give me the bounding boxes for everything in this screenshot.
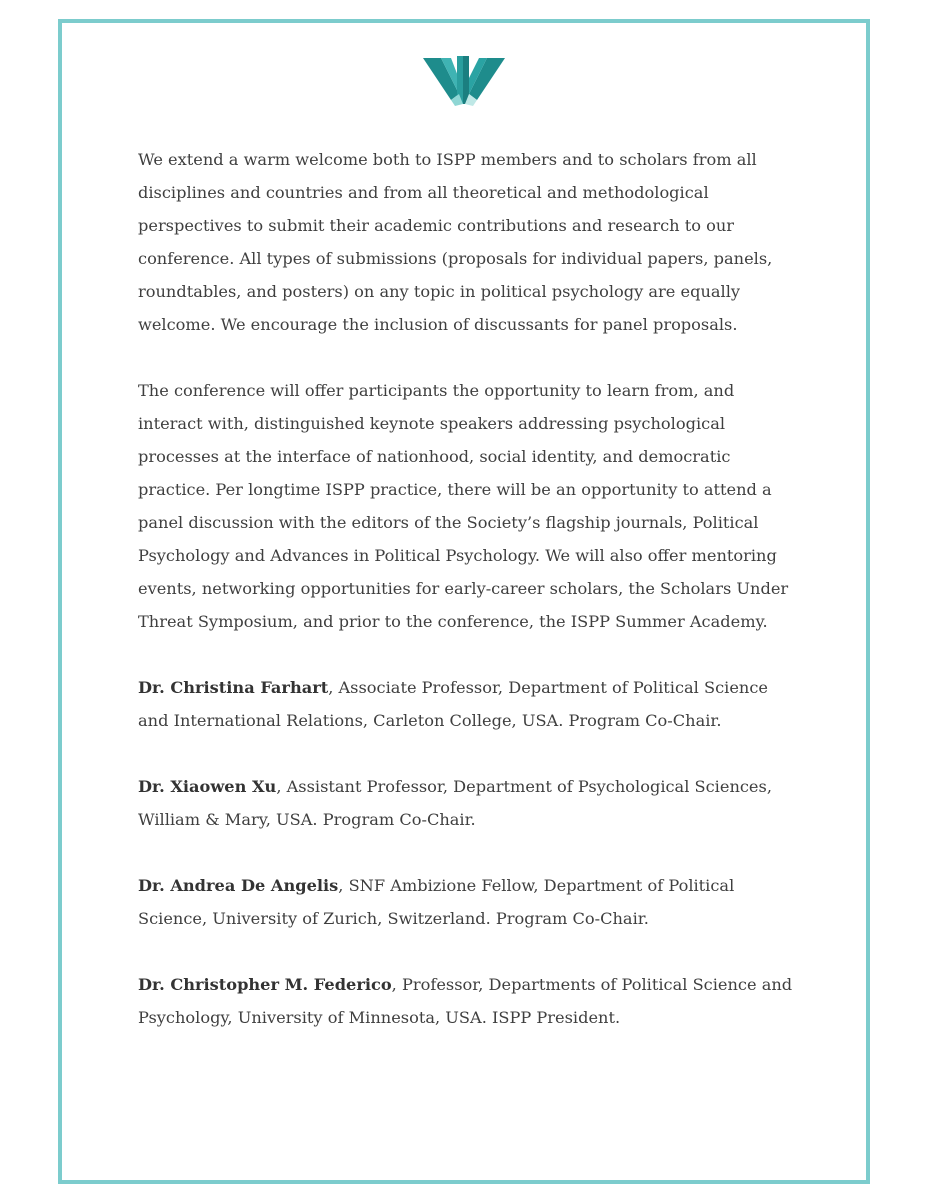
person-name: Dr. Christopher M. Federico [138, 975, 392, 994]
psi-logo-icon [421, 54, 507, 108]
person-details: , Assistant Professor, Department of Psychological Sciences, William & Mary, USA. Program Co-Chair. [138, 777, 772, 829]
letter-body [138, 143, 798, 1067]
person-details: , Associate Professor, Department of Political Science and International Relations, Carleton College, USA. Program Co-Chair. [138, 678, 768, 730]
person-details: , SNF Ambizione Fellow, Department of Political Science, University of Zurich, Switzerland. Program Co-Chair. [138, 876, 735, 928]
conference-paragraph: The conference will offer participants the opportunity to learn from, and interact with, distinguished keynote speakers addressing psychological processes at the interface of nationhood, social identity, and democratic practice. Per longtime ISPP practice, there will be an opportunity to attend a panel discussion with the editors of the Society’s flagship journals, Political Psychology and Advances in Political Psychology. We will also offer mentoring events, networking opportunities for early-career scholars, the Scholars Under Threat Symposium, and prior to the conference, the ISPP Summer Academy. [138, 381, 789, 631]
welcome-paragraph: We extend a warm welcome both to ISPP members and to scholars from all disciplines and countries and from all theoretical and methodological perspectives to submit their academic contributions and research to our conference. All types of submissions (proposals for individual papers, panels, roundtables, and posters) on any topic in political psychology are equally welcome. We encourage the inclusion of discussants for panel proposals. [138, 150, 773, 334]
person-name: Dr. Xiaowen Xu [138, 777, 277, 796]
person-name: Dr. Andrea De Angelis [138, 876, 339, 895]
person-entry [138, 869, 798, 935]
person-entry [138, 968, 798, 1034]
person-details: , Professor, Departments of Political Science and Psychology, University of Minnesota, USA. ISPP President. [138, 975, 793, 1027]
person-entry [138, 770, 798, 836]
person-entry [138, 671, 798, 737]
person-name: Dr. Christina Farhart [138, 678, 329, 697]
